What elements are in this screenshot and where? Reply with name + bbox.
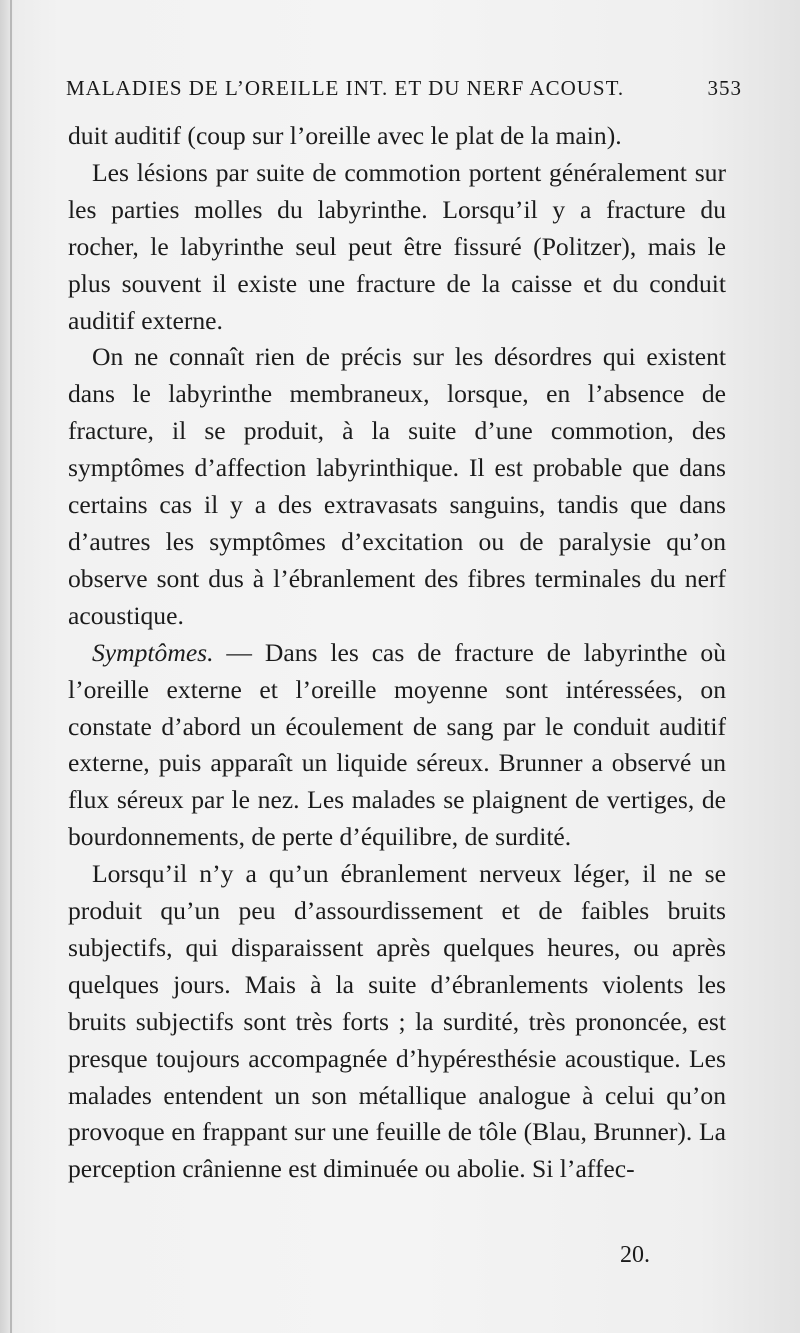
paragraph-continuation: duit auditif (coup sur l’oreille avec le plat de la main).	[68, 121, 622, 150]
paragraph-symptomes	[68, 635, 726, 856]
signature-mark: 20.	[620, 1242, 650, 1268]
header-page-number: 353	[707, 76, 742, 100]
section-heading-symptomes: Symptômes.	[92, 637, 214, 667]
body-text	[68, 118, 726, 1188]
paragraph-desordres: On ne connaît rien de précis sur les désordres qui existent dans le labyrinthe membraneux, lorsque, en l’absence de fracture, il se produit, à la suite d’une commotion, des symptômes d’affection labyrinthique. Il est probable que dans certains cas il y a des extravasats sanguins, tandis que dans d’autres les symptômes d’excitation ou de paralysie qu’on observe sont dus à l’ébranlement des fibres terminales du nerf acoustique.	[68, 342, 726, 630]
running-title: MALADIES DE L’OREILLE INT. ET DU NERF ACOUST.	[66, 76, 625, 100]
running-header	[66, 76, 742, 101]
paragraph-lesions: Les lésions par suite de commotion portent généralement sur les parties molles du labyrinthe. Lorsqu’il y a fracture du rocher, le labyrinthe seul peut être fissuré (Politzer), mais le plus souvent il existe une fracture de la caisse et du conduit auditif externe.	[68, 157, 726, 335]
paragraph-ebranlement: Lorsqu’il n’y a qu’un ébranlement nerveux léger, il ne se produit qu’un peu d’assourdissement et de faibles bruits subjectifs, qui disparaissent après quelques heures, ou après quelques jours. Mais à la suite d’ébranlements violents les bruits subjectifs sont très forts ; la surdité, très prononcée, est presque toujours accompagnée d’hypéresthésie acoustique. Les malades entendent un son métallique analogue à celui qu’on provoque en frappant sur une feuille de tôle (Blau, Brunner). La perception crânienne est diminuée ou abolie. Si l’affec-	[68, 859, 726, 1184]
paragraph-symptomes-text: — Dans les cas de fracture de labyrinthe où l’oreille externe et l’oreille moyenne sont intéressées, on constate d’abord un écoulement de sang par le conduit auditif externe, puis apparaît un liquide séreux. Brunner a observé un flux séreux par le nez. Les malades se plaignent de vertiges, de bourdonnements, de perte d’équilibre, de surdité.	[68, 637, 726, 852]
binding-gutter	[10, 0, 12, 1333]
